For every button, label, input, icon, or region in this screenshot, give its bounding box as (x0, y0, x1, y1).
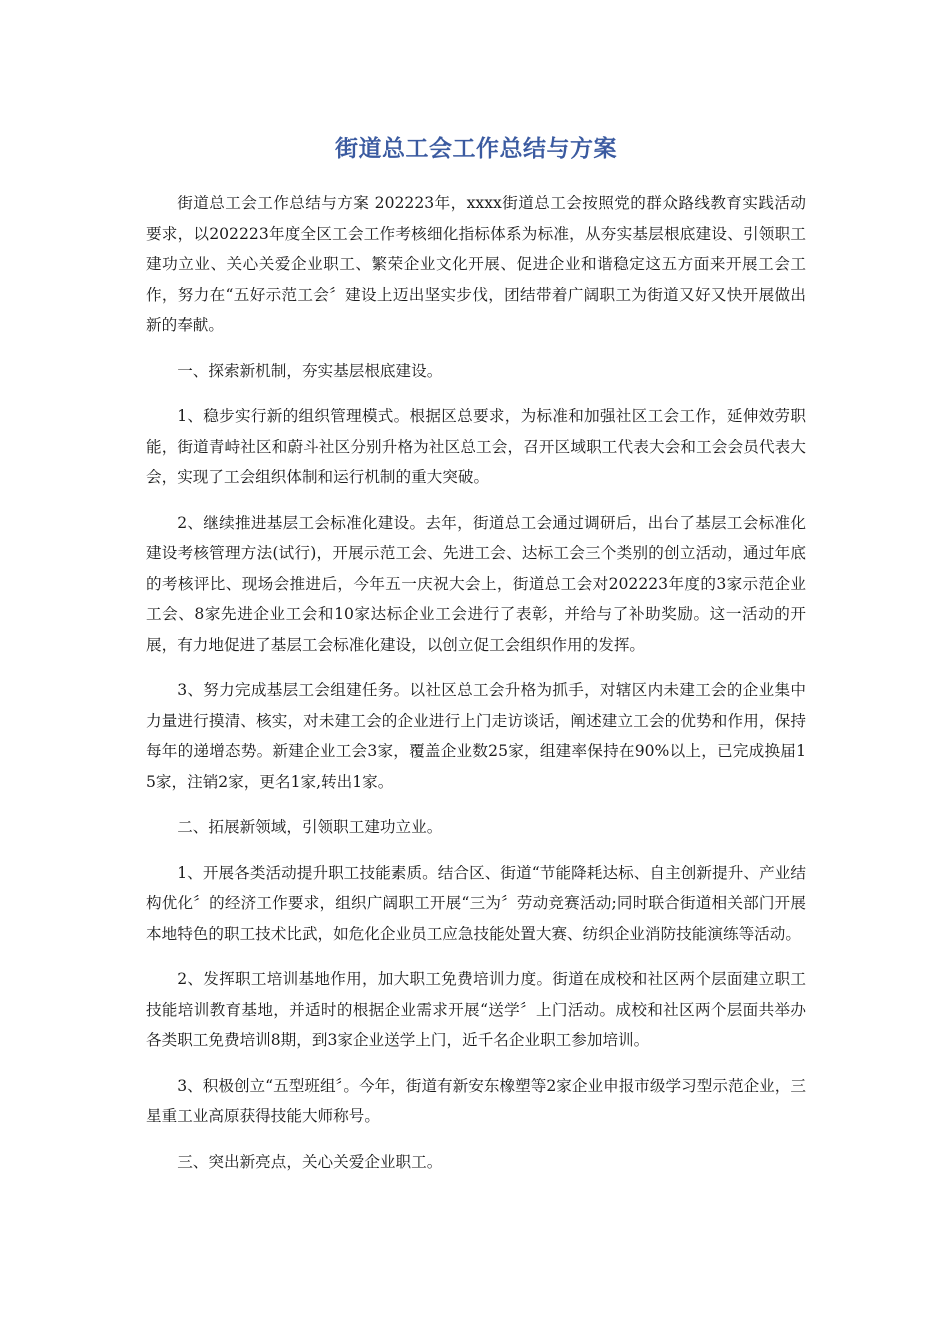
section-heading-2: 二、拓展新领域，引领职工建功立业。 (177, 818, 443, 836)
paragraph-2-1: 1、开展各类活动提升职工技能素质。结合区、街道“节能降耗达标、自主创新提升、产业结构优化〞的经济工作要求，组织广阔职工开展“三为〞劳动竞赛活动;同时联合街道相关部门开展本地特色的职工技术比武，如危化企业员工应急技能处置大赛、纺织企业消防技能演练等活动。 (146, 863, 806, 943)
section-heading-1: 一、探索新机制，夯实基层根底建设。 (177, 361, 443, 380)
paragraph-2-3: 3、积极创立“五型班组〞。今年，街道有新安东橡塑等2家企业申报市级学习型示范企业，三星重工业高原获得技能大师称号。 (146, 1076, 806, 1125)
section-heading-3: 三、突出新亮点，关心关爱企业职工。 (177, 1152, 443, 1171)
document-page (146, 128, 806, 1192)
paragraph-1-3: 3、努力完成基层工会组建任务。以社区总工会升格为抓手，对辖区内未建工会的企业集中力量进行摸清、核实，对未建工会的企业进行上门走访谈话，阐述建立工会的优势和作用，保持每年的递增态势。新建企业工会3家，覆盖企业数25家，组建率保持在90%以上，已完成换届15家，注销2家，更名1家,转出1家。 (146, 681, 806, 791)
paragraph-1-2: 2、继续推进基层工会标准化建设。去年，街道总工会通过调研后，出台了基层工会标准化建设考核管理方法(试行)，开展示范工会、先进工会、达标工会三个类别的创立活动，通过年底的考核评比、现场会推进后，今年五一庆祝大会上，街道总工会对202223年度的3家示范企业工会、8家先进企业工会和10家达标企业工会进行了表彰，并给与了补助奖励。这一活动的开展，有力地促进了基层工会标准化建设，以创立促工会组织作用的发挥。 (146, 513, 806, 654)
intro-paragraph: 街道总工会工作总结与方案 202223年，xxxx街道总工会按照党的群众路线教育实践活动要求，以202223年度全区工会工作考核细化指标体系为标准，从夯实基层根底建设、引领职工建功立业、关心关爱企业职工、繁荣企业文化开展、促进企业和谐稳定这五方面来开展工会工作，努力在“五好示范工会〞建设上迈出坚实步伐，团结带着广阔职工为街道又好又快开展做出新的奉献。 (146, 194, 806, 334)
document-title: 街道总工会工作总结与方案 (335, 136, 617, 162)
paragraph-2-2: 2、发挥职工培训基地作用，加大职工免费培训力度。街道在成校和社区两个层面建立职工技能培训教育基地，并适时的根据企业需求开展“送学〞上门活动。成校和社区两个层面共举办各类职工免费培训8期，到3家企业送学上门，近千名企业职工参加培训。 (146, 970, 806, 1049)
paragraph-1-1: 1、稳步实行新的组织管理模式。根据区总要求，为标准和加强社区工会工作，延伸效劳职能，街道青峙社区和蔚斗社区分别升格为社区总工会，召开区域职工代表大会和工会会员代表大会，实现了工会组织体制和运行机制的重大突破。 (146, 407, 806, 486)
